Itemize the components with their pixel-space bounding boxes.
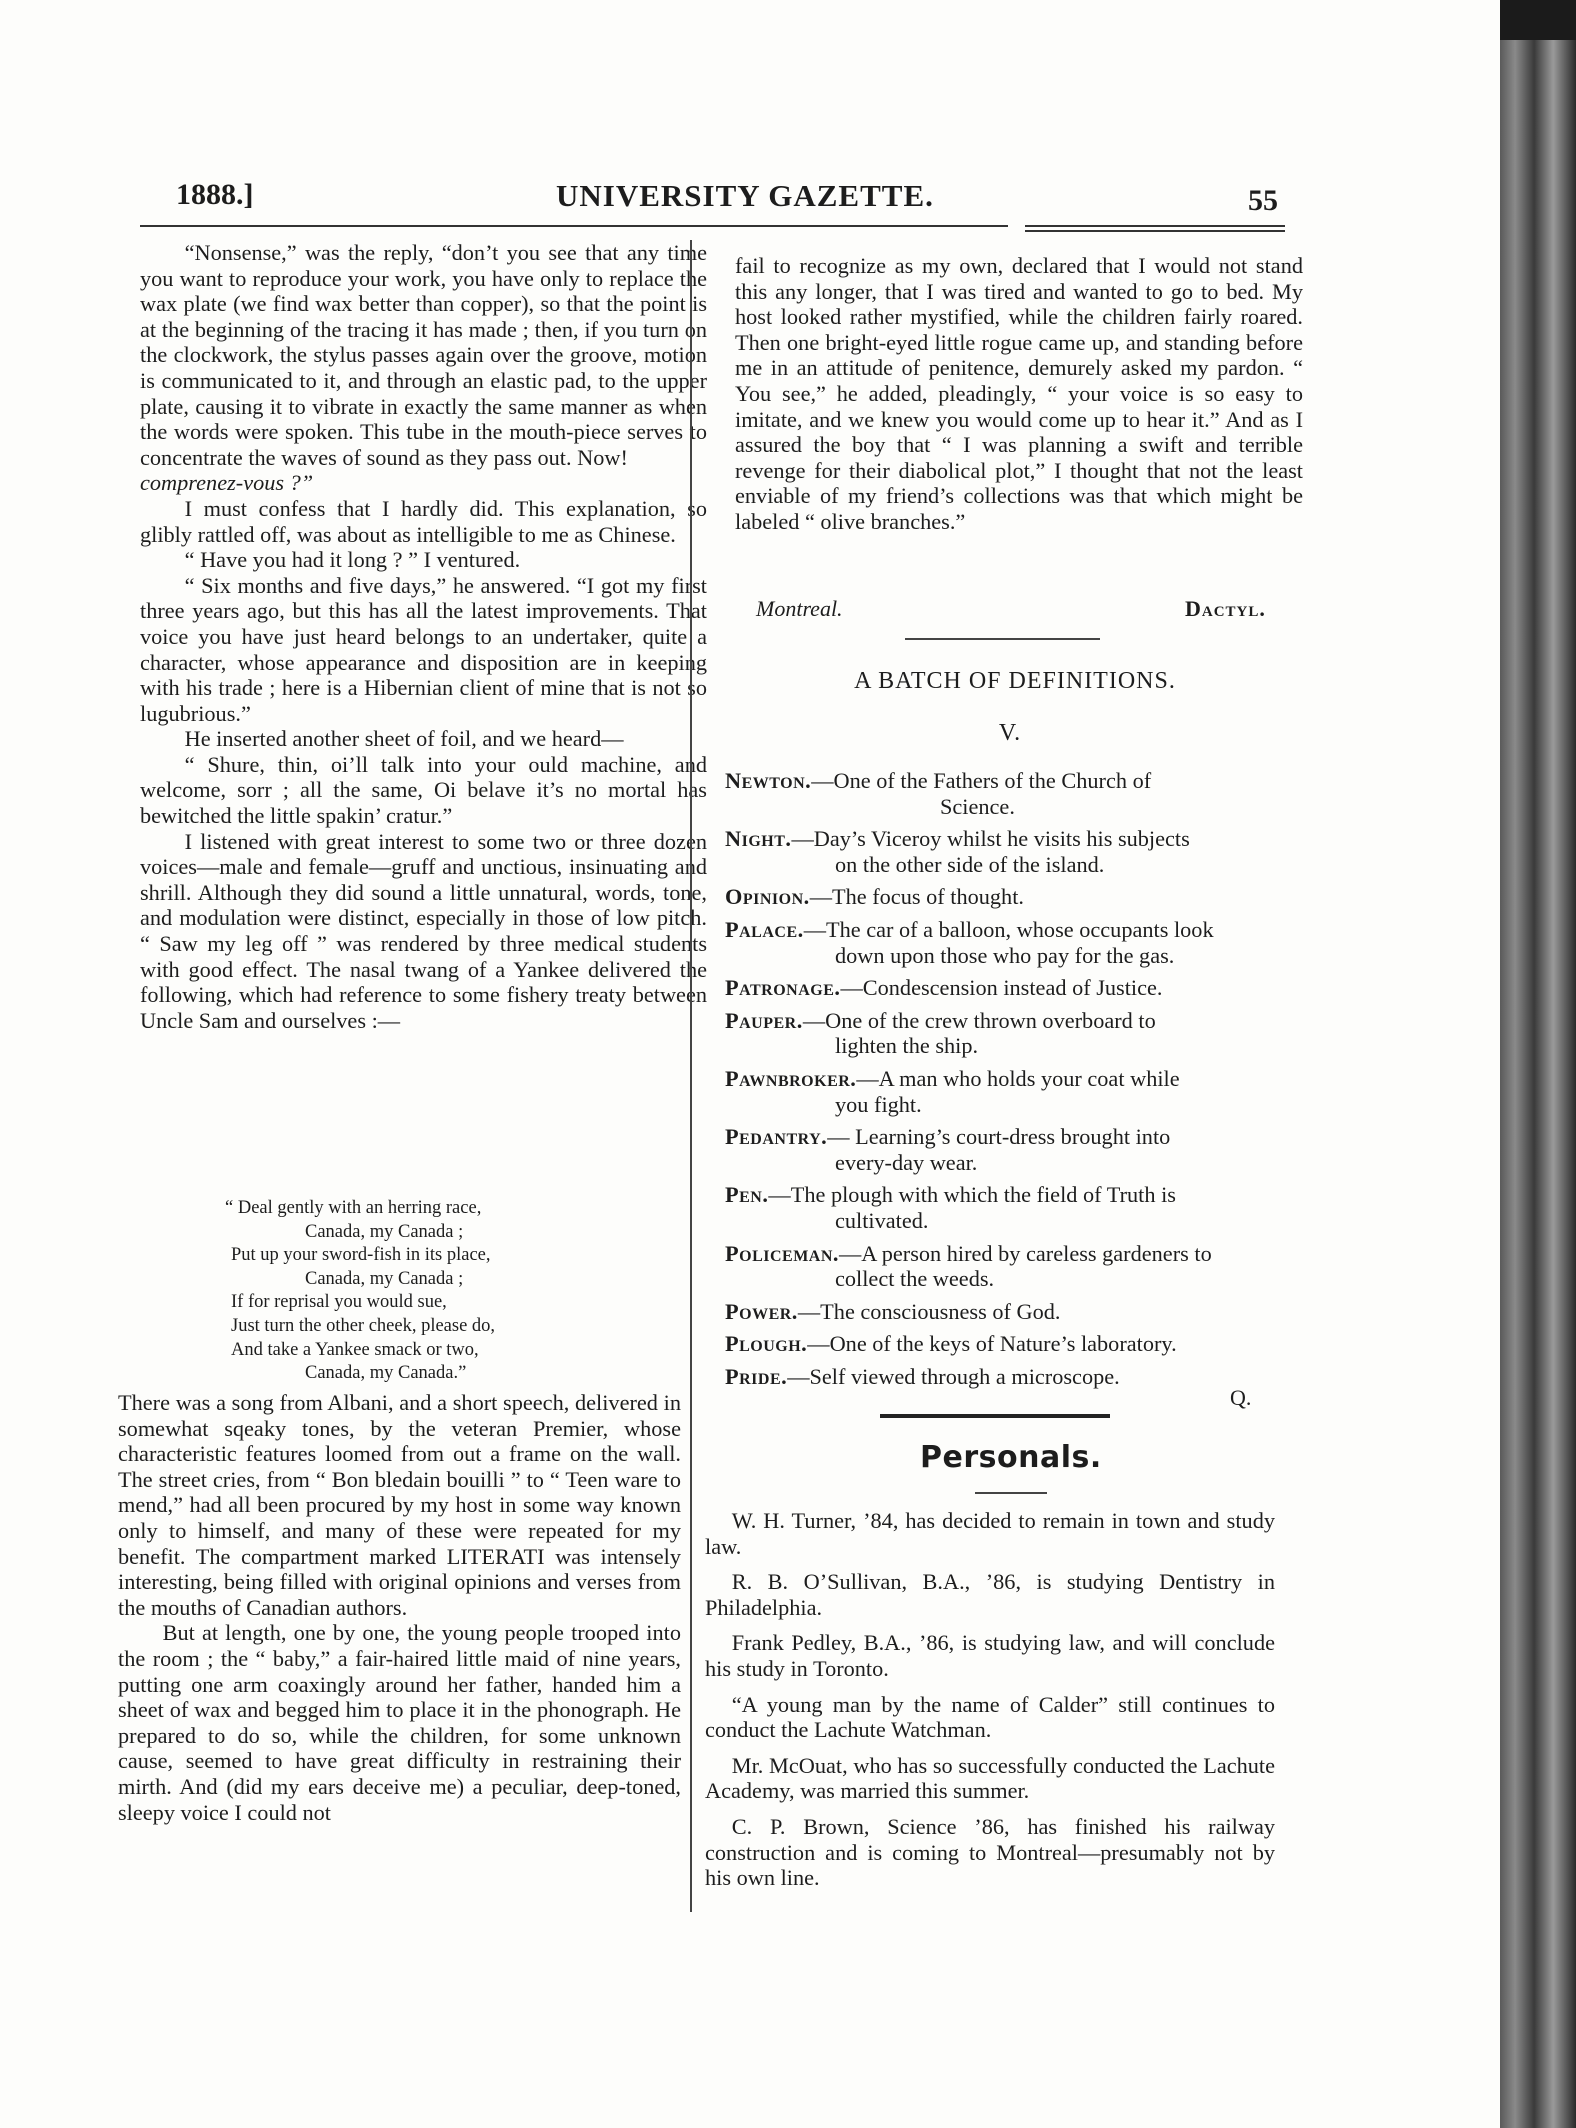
header-rule-double [1025, 230, 1285, 232]
definition-item [725, 1331, 1295, 1357]
definition-term: Palace. [725, 916, 804, 942]
definition-item [725, 1299, 1295, 1325]
publication-title: UNIVERSITY GAZETTE. [556, 178, 934, 213]
left-column-lower [118, 1390, 681, 1825]
poem-line: Canada, my Canada.” [305, 1363, 467, 1384]
definition-text: —A man who holds your coat while [856, 1065, 1180, 1091]
definition-continuation: Science. [940, 793, 1015, 819]
header-rule-right [1025, 225, 1285, 227]
personal-item: R. B. O’Sullivan, B.A., ’86, is studying Dentistry in Philadelphia. [705, 1569, 1275, 1620]
definition-term: Pedantry. [725, 1124, 828, 1150]
definition-continuation: cultivated. [835, 1207, 929, 1233]
author-signature: Dactyl. [1185, 596, 1266, 621]
definition-continuation: every-day wear. [835, 1149, 978, 1175]
poem-line: Canada, my Canada ; [305, 1221, 464, 1242]
definition-item [725, 917, 1295, 968]
definition-text: —One of the crew thrown overboard to [802, 1007, 1156, 1033]
definition-item [725, 1066, 1295, 1117]
definitions-number: V. [998, 720, 1022, 746]
definition-term: Pauper. [725, 1007, 803, 1033]
right-column-continuation [735, 253, 1303, 535]
definition-text: —Day’s Viceroy whilst he visits his subjects [791, 826, 1190, 852]
definition-term: Plough. [725, 1331, 808, 1357]
definition-term: Night. [725, 826, 792, 852]
poem-line: Put up your sword-fish in its place, [231, 1245, 491, 1266]
personal-item: “A young man by the name of Calder” still continues to conduct the Lachute Watchman. [705, 1691, 1275, 1743]
definition-text: —Self viewed through a microscope. [787, 1363, 1120, 1389]
definition-text: —One of the keys of Nature’s laboratory. [807, 1331, 1177, 1357]
definition-text: —A person hired by careless gardeners to [838, 1240, 1212, 1266]
personal-item: W. H. Turner, ’84, has decided to remain in town and study law. [705, 1508, 1275, 1559]
paragraph-italic: comprenez-vous ?” [140, 470, 314, 496]
personals-list [705, 1508, 1275, 1901]
personal-item: Mr. McOuat, who has so successfully conducted the Lachute Academy, was married this summer. [705, 1752, 1275, 1804]
paragraph: “Nonsense,” was the reply, “don’t you see that any time you want to reproduce your work, you have only to replace the wax plate (we find wax better than copper), so that the point is at the beginning of the tracing it has made ; then, if you turn on the clockwork, the stylus passes again over the groove, motion is communicated to it, and through an elastic pad, to the upper plate, causing it to vibrate in exactly the same manner as when the words were spoken. This tube in the mouth-piece serves to concentrate the waves of sound as they pass out. Now! [140, 240, 707, 470]
definition-continuation: down upon those who pay for the gas. [835, 942, 1175, 968]
definition-item [725, 1182, 1295, 1233]
section-rule [905, 638, 1100, 640]
paragraph: I must confess that I hardly did. This explanation, so glibly rattled off, was about as intelligible to me as Chinese. [140, 495, 707, 547]
poem-line: And take a Yankee smack or two, [231, 1339, 479, 1360]
definitions-title: A BATCH OF DEFINITIONS. [854, 668, 1176, 694]
definition-item [725, 768, 1295, 819]
personals-rule [975, 1492, 1047, 1494]
paragraph: But at length, one by one, the young people trooped into the room ; the “ baby,” a fair-haired little maid of nine years, putting one arm coaxingly around her father, handed him a sheet of wax and begged him to place it in the phonograph. He prepared to do so, while the children, for some unknown cause, seemed to have great difficulty in restraining their mirth. And (did my ears deceive me) a peculiar, deep-toned, sleepy voice I could not [118, 1620, 681, 1825]
definition-item [725, 884, 1295, 910]
definition-term: Opinion. [725, 884, 810, 910]
book-edge [1500, 40, 1576, 2128]
definition-continuation: lighten the ship. [835, 1033, 979, 1059]
paragraph: I listened with great interest to some two or three dozen voices—male and female—gruff and unctious, insinuating and shrill. Although they did sound a little unnatural, words, tone, and modulation were distinct, especially in those of low pitch. “ Saw my leg off ” was rendered by three medical students with good effect. The nasal twang of a Yankee delivered the following, which had reference to some fishery treaty between Uncle Sam and ourselves :— [140, 828, 707, 1033]
definition-text: —One of the Fathers of the Church of [811, 768, 1152, 793]
definition-text: —The car of a balloon, whose occupants look [803, 916, 1214, 942]
paragraph: There was a song from Albani, and a short speech, delivered in somewhat sqeaky tones, by the veteran Premier, whose characteristic features loomed from out a frame on the wall. The street cries, from “ Bon bledain bouilli ” to “ Teen ware to mend,” had all been procured by my host in some way known only to himself, and many of these were repeated for my benefit. The compartment marked LITERATI was intensely interesting, being filled with original opinions and verses from the mouths of Canadian authors. [118, 1390, 681, 1620]
personal-item: Frank Pedley, B.A., ’86, is studying law, and will conclude his study in Toronto. [705, 1630, 1275, 1681]
definition-item [725, 826, 1295, 877]
definition-term: Pride. [725, 1363, 788, 1389]
definition-term: Patronage. [725, 975, 841, 1001]
section-rule-thick [880, 1414, 1110, 1418]
definition-text: —The consciousness of God. [797, 1298, 1061, 1324]
poem-line: If for reprisal you would sue, [231, 1292, 447, 1313]
definition-continuation: on the other side of the island. [835, 851, 1105, 877]
definition-item [725, 975, 1295, 1001]
paragraph: “ Shure, thin, oi’ll talk into your ould machine, and welcome, sorr ; all the same, Oi belave it’s no mortal has bewitched the little spakin’ cratur.” [140, 751, 707, 829]
definition-continuation: you fight. [835, 1091, 922, 1117]
poem [225, 1197, 625, 1386]
personal-item: C. P. Brown, Science ’86, has finished his railway construction and is coming to Montreal—presumably not by his own line. [705, 1813, 1275, 1891]
left-column [140, 240, 707, 1033]
definition-term: Pawnbroker. [725, 1065, 857, 1091]
definition-item [725, 1241, 1295, 1292]
definition-term: Power. [725, 1298, 798, 1324]
column-divider [690, 240, 692, 1912]
definition-text: —Condescension instead of Justice. [840, 975, 1163, 1001]
poem-line: “ Deal gently with an herring race, [225, 1198, 482, 1218]
definition-term: Pen. [725, 1182, 769, 1208]
poem-line: Just turn the other cheek, please do, [231, 1315, 496, 1336]
definition-item [725, 1364, 1295, 1390]
definition-item [725, 1124, 1295, 1175]
definition-item [725, 1008, 1295, 1059]
header-year: 1888.] [176, 178, 254, 211]
definition-term: Policeman. [725, 1240, 839, 1266]
definitions-list [725, 768, 1295, 1396]
personals-title: Personals. [920, 1440, 1102, 1475]
paragraph: “ Six months and five days,” he answered. “I got my first three years ago, but this has all the latest improvements. That voice you have just heard belongs to an undertaker, quite a character, whose appearance and disposition are in keeping with his trade ; here is a Hibernian client of mine that is not so lugubrious.” [140, 572, 707, 726]
paragraph: He inserted another sheet of foil, and we heard— [184, 726, 624, 752]
header-rule [140, 225, 1008, 227]
page-number: 55 [1248, 184, 1278, 217]
page-header [170, 170, 1290, 220]
paragraph: “ Have you had it long ? ” I ventured. [184, 547, 521, 573]
paragraph: fail to recognize as my own, declared that I would not stand this any longer, that I was tired and wanted to go to bed. My host looked rather mystified, while the children fairly roared. Then one bright-eyed little rogue came up, and standing before me in an attitude of penitence, demurely asked my pardon. “ You see,” he added, pleadingly, “ your voice is so easy to imitate, and we knew you would come up to hear it.” And as I assured the boy that “ I was planning a swift and terrible revenge for their diabolical plot,” I thought that not the least enviable of my friend’s collections was that which might be labeled “ olive branches.” [735, 253, 1303, 534]
definition-text: —The plough with which the field of Truth is [768, 1182, 1176, 1208]
poem-line: Canada, my Canada ; [305, 1268, 464, 1289]
definition-continuation: collect the weeds. [835, 1266, 995, 1292]
definition-term: Newton. [725, 768, 812, 793]
place-line: Montreal. [756, 596, 843, 621]
definitions-signature: Q. [1230, 1385, 1252, 1410]
definition-text: —The focus of thought. [809, 884, 1024, 910]
definition-text: — Learning’s court-dress brought into [827, 1124, 1171, 1150]
